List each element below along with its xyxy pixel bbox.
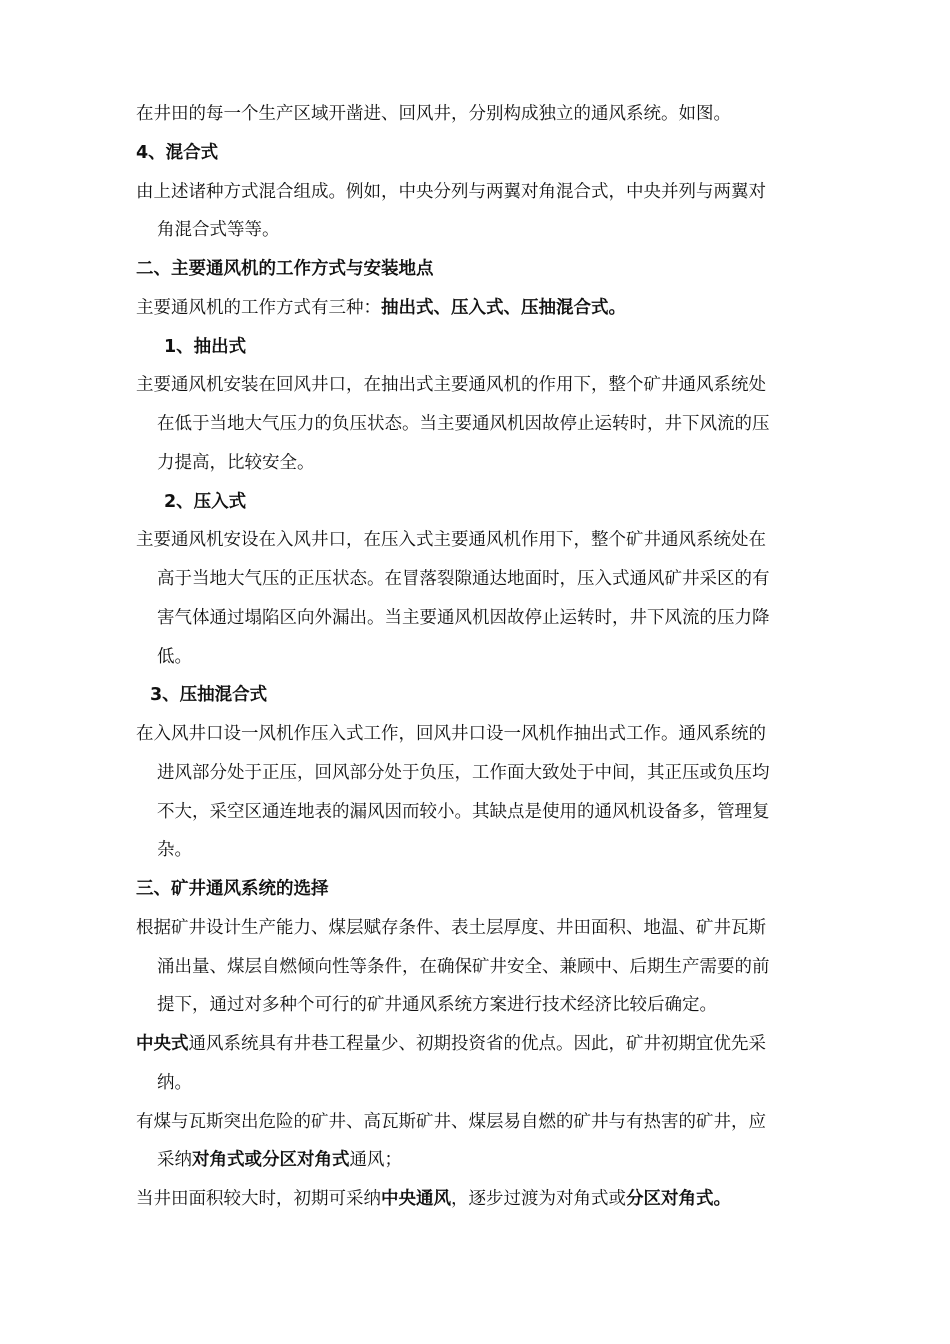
section-heading: 3、压抽混合式 [150,685,268,705]
paragraph-line: 提下，通过对多种个可行的矿井通风系统方案进行技术经济比较后确定。 [157,995,717,1015]
paragraph-line: 杂。 [157,840,192,860]
paragraph-line: 害气体通过塌陷区向外漏出。当主要通风机因故停止运转时，井下风流的压力降 [157,608,770,628]
section-heading: 三、矿井通风系统的选择 [136,879,329,899]
text-run: 通风； [349,1150,402,1170]
paragraph-line: 高于当地大气压的正压状态。在冒落裂隙通达地面时，压入式通风矿井采区的有 [157,569,770,589]
bold-text-run: 分区对角式。 [626,1189,731,1209]
bold-text-run: 抽出式、压入式、压抽混合式。 [381,298,626,318]
paragraph-line: 在井田的每一个生产区域开凿进、回风井，分别构成独立的通风系统。如图。 [136,104,731,124]
bold-text-run: 中央式 [136,1034,189,1054]
paragraph-line: 在低于当地大气压力的负压状态。当主要通风机因故停止运转时，井下风流的压 [157,414,770,434]
paragraph-line: 纳。 [157,1073,192,1093]
paragraph-line: 在入风井口设一风机作压入式工作，回风井口设一风机作抽出式工作。通风系统的 [136,724,766,744]
paragraph-line: 角混合式等等。 [157,220,280,240]
paragraph-line: 低。 [157,647,192,667]
paragraph-line [136,1186,840,1212]
paragraph-line: 由上述诸种方式混合组成。例如，中央分列与两翼对角混合式，中央并列与两翼对 [136,182,766,202]
paragraph-line: 进风部分处于正压，回风部分处于负压，工作面大致处于中间，其正压或负压均 [157,763,770,783]
paragraph-line: 主要通风机安设在入风井口，在压入式主要通风机作用下，整个矿井通风系统处在 [136,530,766,550]
bold-text-run: 中央通风 [381,1189,451,1209]
section-heading: 4、混合式 [136,143,219,163]
section-heading: 二、主要通风机的工作方式与安装地点 [136,259,434,279]
paragraph-line: 有煤与瓦斯突出危险的矿井、高瓦斯矿井、煤层易自燃的矿井与有热害的矿井，应 [136,1112,766,1132]
text-run: 主要通风机的工作方式有三种： [136,298,381,318]
text-run: 通风系统具有井巷工程量少、初期投资省的优点。因此，矿井初期宜优先采 [188,1034,766,1054]
paragraph-line: 主要通风机安装在回风井口，在抽出式主要通风机的作用下，整个矿井通风系统处 [136,375,766,395]
paragraph-line: 根据矿井设计生产能力、煤层赋存条件、表土层厚度、井田面积、地温、矿井瓦斯 [136,918,766,938]
paragraph-line: 力提高，比较安全。 [157,453,315,473]
paragraph-line [136,1031,840,1057]
paragraph-line [136,295,840,321]
paragraph-line [157,1147,840,1173]
section-heading: 1、抽出式 [164,337,247,357]
paragraph-line: 涌出量、煤层自燃倾向性等条件，在确保矿井安全、兼顾中、后期生产需要的前 [157,957,770,977]
paragraph-line: 不大，采空区通连地表的漏风因而较小。其缺点是使用的通风机设备多，管理复 [157,802,770,822]
section-heading: 2、压入式 [164,492,247,512]
text-run: 当井田面积较大时，初期可采纳 [136,1189,381,1209]
text-run: 采纳 [157,1150,192,1170]
bold-text-run: 对角式或分区对角式 [192,1150,350,1170]
text-run: ，逐步过渡为对角式或 [451,1189,626,1209]
